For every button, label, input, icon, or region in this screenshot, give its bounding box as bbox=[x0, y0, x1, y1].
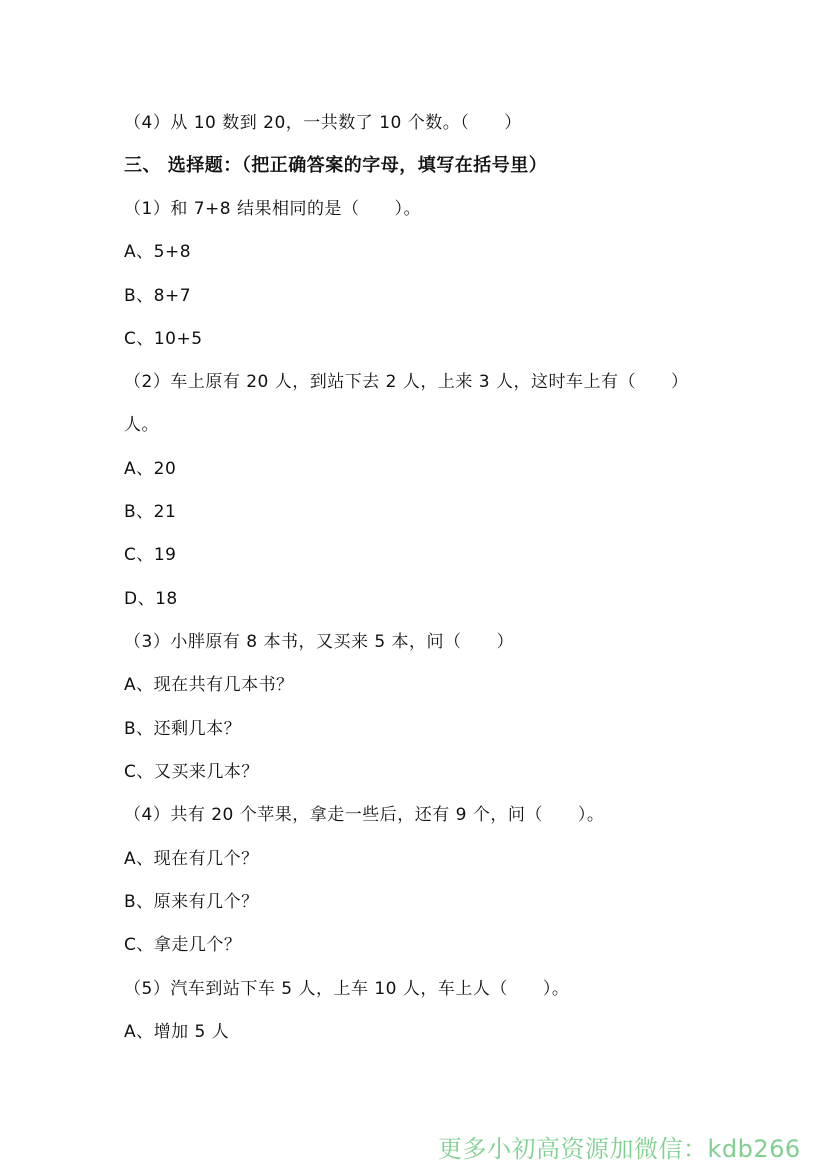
question-4-option-a: A、现在有几个？ bbox=[124, 849, 259, 869]
question-2: （2）车上原有 20 人，到站下去 2 人，上来 3 人，这时车上有（ ） bbox=[124, 372, 689, 392]
question-3-option-a: A、现在共有几本书？ bbox=[124, 675, 294, 695]
question-5: （5）汽车到站下车 5 人，上车 10 人，车上人（ ）。 bbox=[124, 979, 570, 999]
question-3-option-b: B、还剩几本？ bbox=[124, 719, 242, 739]
question-1: （1）和 7+8 结果相同的是（ ）。 bbox=[124, 199, 421, 219]
question-1-option-a: A、5+8 bbox=[124, 242, 192, 262]
question-1-option-b: B、8+7 bbox=[124, 286, 192, 306]
question-4: （4）共有 20 个苹果，拿走一些后，还有 9 个，问（ ）。 bbox=[124, 805, 605, 825]
question-2-option-d: D、18 bbox=[124, 589, 178, 609]
question-2-continuation: 人。 bbox=[124, 415, 159, 435]
question-3-option-c: C、又买来几本？ bbox=[124, 762, 259, 782]
fill-in-question-4: （4）从 10 数到 20，一共数了 10 个数。（ ） bbox=[124, 113, 522, 133]
section-heading-multiple-choice: 三、 选择题：（把正确答案的字母，填写在括号里） bbox=[124, 155, 548, 176]
question-4-option-b: B、原来有几个？ bbox=[124, 892, 259, 912]
question-5-option-a: A、增加 5 人 bbox=[124, 1022, 230, 1042]
watermark-text: 更多小初高资源加微信：kdb266 bbox=[438, 1135, 801, 1163]
question-2-option-a: A、20 bbox=[124, 459, 177, 479]
question-2-option-b: B、21 bbox=[124, 502, 177, 522]
question-2-option-c: C、19 bbox=[124, 545, 177, 565]
question-3: （3）小胖原有 8 本书，又买来 5 本，问（ ） bbox=[124, 632, 515, 652]
question-4-option-c: C、拿走几个？ bbox=[124, 935, 242, 955]
question-1-option-c: C、10+5 bbox=[124, 329, 203, 349]
